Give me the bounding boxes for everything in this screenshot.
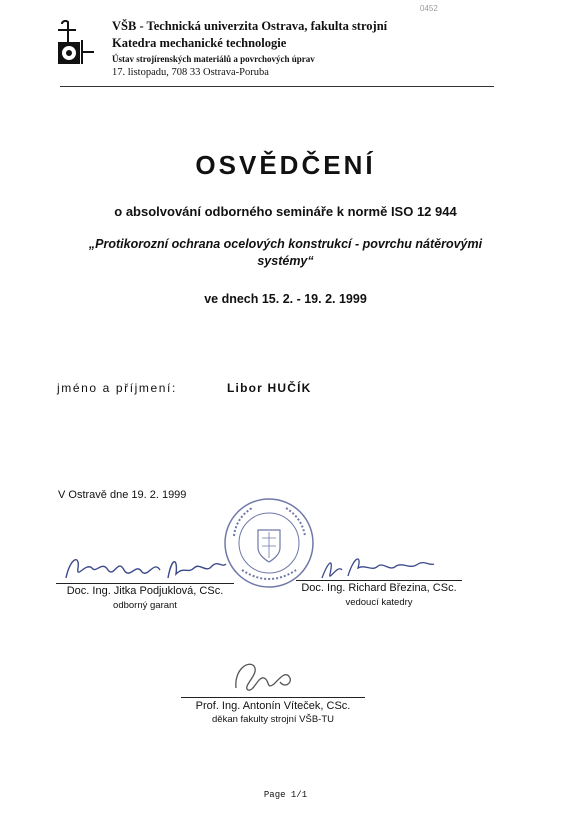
seminar-dates: ve dnech 15. 2. - 19. 2. 1999 <box>204 292 367 306</box>
recipient-label: jméno a příjmení: <box>57 381 177 395</box>
header-university: VŠB - Technická univerzita Ostrava, fakulta strojní <box>112 19 388 33</box>
official-stamp-icon <box>222 496 316 590</box>
signature-line-1 <box>56 583 234 584</box>
seminar-topic: „Protikorozní ochrana ocelových konstrukcí - povrchu nátěrovými systémy“ <box>88 237 483 268</box>
signatory-3-name: Prof. Ing. Antonín Víteček, CSc. <box>195 700 351 712</box>
recipient-name: Libor HUČÍK <box>227 381 312 395</box>
signature-podjuklova-icon <box>60 548 230 588</box>
signature-vitecek-icon <box>228 656 298 696</box>
header-divider <box>60 86 494 87</box>
page-footer: Page 1/1 <box>263 790 308 800</box>
certificate-title: OSVĚDČENÍ <box>195 150 376 180</box>
signature-line-2 <box>296 580 462 581</box>
header-address: 17. listopadu, 708 33 Ostrava-Poruba <box>112 67 269 78</box>
header-institute: Ústav strojírenských materiálů a povrchových úprav <box>112 54 315 64</box>
signatory-1-name: Doc. Ing. Jitka Podjuklová, CSc. <box>66 585 224 597</box>
signatory-1-role: odborný garant <box>113 600 177 611</box>
certificate-subtitle: o absolvování odborného semináře k normě ISO 12 944 <box>114 204 457 219</box>
signatory-2-name: Doc. Ing. Richard Březina, CSc. <box>301 582 457 594</box>
university-logo-icon <box>56 20 96 70</box>
signature-line-3 <box>181 697 365 698</box>
corner-handwritten-mark: 0452 <box>420 4 438 13</box>
place-and-date: V Ostravě dne 19. 2. 1999 <box>58 489 187 501</box>
signatory-3-role: děkan fakulty strojní VŠB-TU <box>212 714 334 725</box>
header-department: Katedra mechanické technologie <box>112 36 287 50</box>
signatory-2-role: vedoucí katedry <box>345 597 413 608</box>
